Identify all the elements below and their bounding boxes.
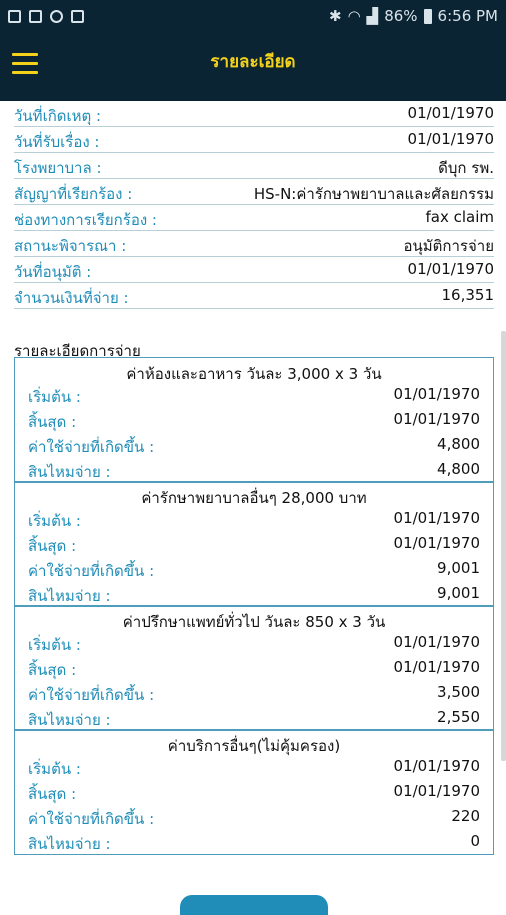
payment-item-label: สินไหมจ่าย :	[28, 711, 111, 729]
info-value: 16,351	[441, 286, 494, 304]
payment-item-value: 01/01/1970	[393, 410, 480, 428]
payment-item-card	[14, 729, 494, 855]
info-row	[14, 101, 494, 127]
battery-icon	[424, 9, 432, 24]
info-value: ดีบุก รพ.	[438, 159, 494, 177]
payment-item-label: สินไหมจ่าย :	[28, 835, 111, 853]
info-label: สถานะพิจารณา :	[14, 237, 127, 255]
payment-item-row	[28, 830, 480, 854]
payment-item-value: 2,550	[437, 708, 480, 726]
payment-item-label: เริ่มต้น :	[28, 388, 81, 406]
payment-item-label: ค่าใช้จ่ายที่เกิดขึ้น :	[28, 686, 155, 704]
system-icons	[329, 7, 498, 25]
payment-item-card	[14, 605, 494, 731]
payment-item-label: เริ่มต้น :	[28, 636, 81, 654]
info-value: 01/01/1970	[407, 260, 494, 278]
payment-item-label: เริ่มต้น :	[28, 512, 81, 530]
payment-item-value: 01/01/1970	[393, 385, 480, 403]
claim-detail-content[interactable]	[0, 101, 506, 900]
payment-item-row	[28, 631, 480, 655]
info-value: 01/01/1970	[407, 104, 494, 122]
payment-item-row	[28, 706, 480, 730]
info-label: โรงพยาบาล :	[14, 159, 102, 177]
info-row	[14, 231, 494, 257]
info-row	[14, 179, 494, 205]
payment-item-value: 9,001	[437, 559, 480, 577]
info-row	[14, 257, 494, 283]
info-row	[14, 205, 494, 231]
payment-item-row	[28, 656, 480, 680]
info-label: ช่องทางการเรียกร้อง :	[14, 211, 157, 229]
payment-item-row	[28, 681, 480, 705]
payment-item-row	[28, 507, 480, 531]
info-label: วันที่เกิดเหตุ :	[14, 107, 102, 125]
page-title: รายละเอียด	[210, 52, 296, 72]
scrollbar[interactable]	[501, 331, 506, 761]
payment-item-value: 3,500	[437, 683, 480, 701]
signal-icon: ▟	[366, 7, 379, 25]
payment-item-label: สิ้นสุด :	[28, 785, 77, 803]
app-bar	[0, 32, 506, 101]
info-value: HS-N:ค่ารักษาพยาบาลและศัลยกรรม	[253, 185, 494, 203]
payment-item-label: ค่าใช้จ่ายที่เกิดขึ้น :	[28, 810, 155, 828]
payment-item-label: สิ้นสุด :	[28, 661, 77, 679]
payment-item-value: 01/01/1970	[393, 757, 480, 775]
screenshot-notification-icon	[71, 10, 84, 23]
notification-icons	[8, 10, 84, 23]
payment-item-title: ค่ารักษาพยาบาลอื่นๆ 28,000 บาท	[141, 489, 367, 507]
payment-item-label: สินไหมจ่าย :	[28, 463, 111, 481]
payment-item-row	[28, 557, 480, 581]
payment-item-card	[14, 357, 494, 483]
payment-item-value: 0	[470, 832, 480, 850]
payment-item-label: สิ้นสุด :	[28, 413, 77, 431]
payment-item-value: 220	[451, 807, 480, 825]
gallery-notification-icon	[29, 10, 42, 23]
bottom-action-button[interactable]	[180, 895, 328, 915]
payment-item-title: ค่าปรึกษาแพทย์ทั่วไป วันละ 850 x 3 วัน	[122, 613, 386, 631]
info-label: วันที่อนุมัติ :	[14, 263, 92, 281]
status-time: 6:56 PM	[437, 7, 498, 25]
payment-item-label: สินไหมจ่าย :	[28, 587, 111, 605]
payment-item-row	[28, 780, 480, 804]
payment-item-value: 01/01/1970	[393, 534, 480, 552]
info-row	[14, 153, 494, 179]
payment-item-value: 01/01/1970	[393, 509, 480, 527]
payment-item-row	[28, 805, 480, 829]
info-label: จำนวนเงินที่จ่าย :	[14, 289, 129, 307]
info-row	[14, 127, 494, 153]
payment-item-row	[28, 458, 480, 482]
info-value: fax claim	[425, 208, 494, 226]
sync-notification-icon	[50, 10, 63, 23]
info-label: สัญญาที่เรียกร้อง :	[14, 185, 133, 203]
info-label: วันที่รับเรื่อง :	[14, 133, 100, 151]
payment-item-value: 01/01/1970	[393, 633, 480, 651]
payment-item-row	[28, 582, 480, 606]
payment-item-label: เริ่มต้น :	[28, 760, 81, 778]
payment-item-row	[28, 755, 480, 779]
payment-item-title: ค่าห้องและอาหาร วันละ 3,000 x 3 วัน	[126, 365, 382, 383]
payment-item-row	[28, 532, 480, 556]
payment-section-title: รายละเอียดการจ่าย	[14, 342, 141, 360]
wifi-icon: ◠	[347, 7, 361, 25]
payment-item-row	[28, 383, 480, 407]
payment-item-label: สิ้นสุด :	[28, 537, 77, 555]
info-value: 01/01/1970	[407, 130, 494, 148]
message-notification-icon	[8, 10, 21, 23]
payment-item-value: 9,001	[437, 584, 480, 602]
payment-item-row	[28, 433, 480, 457]
payment-item-row	[28, 408, 480, 432]
battery-percent: 86%	[384, 7, 418, 25]
payment-item-label: ค่าใช้จ่ายที่เกิดขึ้น :	[28, 438, 155, 456]
payment-item-card	[14, 481, 494, 607]
payment-item-value: 4,800	[437, 435, 480, 453]
info-row	[14, 283, 494, 309]
info-value: อนุมัติการจ่าย	[403, 237, 494, 255]
payment-item-value: 01/01/1970	[393, 658, 480, 676]
bluetooth-icon: ✱	[328, 7, 342, 25]
status-bar	[0, 0, 506, 32]
payment-item-value: 4,800	[437, 460, 480, 478]
payment-item-title: ค่าบริการอื่นๆ(ไม่คุ้มครอง)	[167, 737, 341, 755]
payment-item-label: ค่าใช้จ่ายที่เกิดขึ้น :	[28, 562, 155, 580]
payment-item-value: 01/01/1970	[393, 782, 480, 800]
